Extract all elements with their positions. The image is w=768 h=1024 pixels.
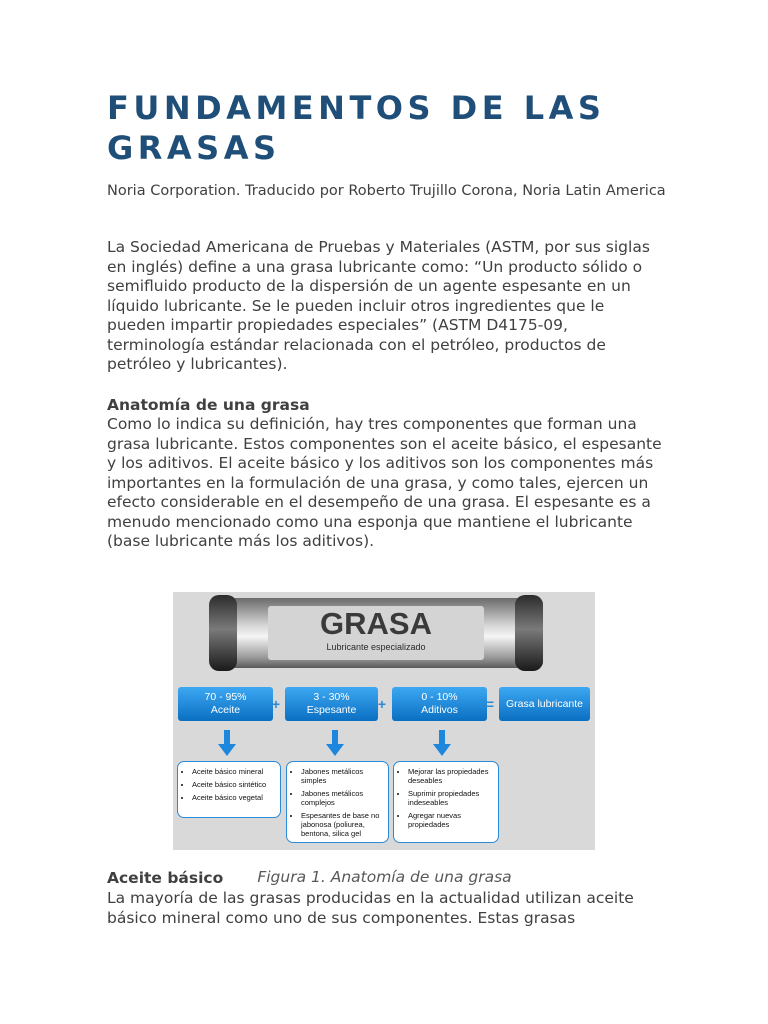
tube-label: [268, 606, 484, 660]
figure-caption: Figura 1. Anatomía de una grasa: [257, 867, 512, 886]
list-item: • Aceite básico mineral: [192, 767, 276, 776]
component-aceite-pct: 70 - 95%: [204, 691, 247, 703]
component-aditivos-pct: 0 - 10%: [421, 691, 458, 703]
section-body-anatomia: Como lo indica su definición, hay tres componentes que forman una grasa lubricante. Estos componentes son el aceite básico, el espesante y los aditivos. El aceite básico y los aditivos son los componentes más importantes en la formulación de una grasa, y como tales, ejercen un efecto considerable en el desempeño de una grasa. El espesante es a menudo mencionado como una esponja que mantiene el lubricante (base lubricante más los aditivos).: [107, 415, 662, 550]
equals-icon: =: [485, 696, 495, 712]
list-item: • Jabones metálicos simples: [301, 767, 384, 785]
list-box-aceite: [177, 761, 281, 818]
list-item: • Jabones metálicos complejos: [301, 789, 384, 807]
plus-icon: +: [271, 696, 281, 712]
arrow-down-icon: [433, 730, 451, 756]
result-grasa-lubricante: [499, 687, 590, 721]
list-item: • Aceite básico sintético: [192, 780, 276, 789]
intro-paragraph: La Sociedad Americana de Pruebas y Materiales (ASTM, por sus siglas en inglés) define a una grasa lubricante como: “Un producto sólido o semifluido producto de la dispersión de un agente espesante en un líquido lubricante. Se le pueden incluir otros ingredientes que le pueden impartir propiedades especiales” (ASTM D4175-09, terminología estándar relacionada con el petróleo, productos de petróleo y lubricantes).: [107, 238, 650, 373]
list-item: • Agregar nuevas propiedades: [408, 811, 494, 829]
tube-cap-right: [515, 595, 543, 671]
component-aditivos: [392, 687, 487, 721]
list-item: • Espesantes de base no jabonosa (poliurea, bentona, silica gel: [301, 811, 384, 838]
component-aditivos-name: Aditivos: [421, 704, 458, 716]
result-label: Grasa lubricante: [505, 697, 584, 710]
tube-subtitle: Lubricante especializado: [326, 642, 426, 652]
plus-icon: +: [377, 696, 387, 712]
figure-grease-anatomy: [173, 592, 595, 850]
list-box-espesante: [286, 761, 389, 843]
tube-title: GRASA: [320, 606, 432, 641]
section-heading-aceite-basico: Aceite básico: [107, 869, 224, 887]
arrow-down-icon: [326, 730, 344, 756]
section-body-aceite-basico: La mayoría de las grasas producidas en la actualidad utilizan aceite básico mineral como uno de sus componentes. Estas grasas: [107, 889, 634, 927]
component-aceite: [178, 687, 273, 721]
list-item: • Mejorar las propiedades deseables: [408, 767, 494, 785]
component-aceite-name: Aceite: [210, 704, 241, 716]
arrow-down-icon: [218, 730, 236, 756]
byline: Noria Corporation. Traducido por Roberto Trujillo Corona, Noria Latin America: [107, 183, 666, 199]
component-espesante: [285, 687, 378, 721]
component-espesante-pct: 3 - 30%: [313, 691, 350, 703]
list-box-aditivos: [393, 761, 499, 843]
component-espesante-name: Espesante: [306, 704, 357, 716]
list-item: • Suprimir propiedades indeseables: [408, 789, 494, 807]
list-item: • Aceite básico vegetal: [192, 793, 276, 802]
tube-cap-left: [209, 595, 237, 671]
document-title: FUNDAMENTOS DE LAS GRASAS: [107, 89, 606, 167]
section-heading-anatomia: Anatomía de una grasa: [107, 396, 310, 414]
